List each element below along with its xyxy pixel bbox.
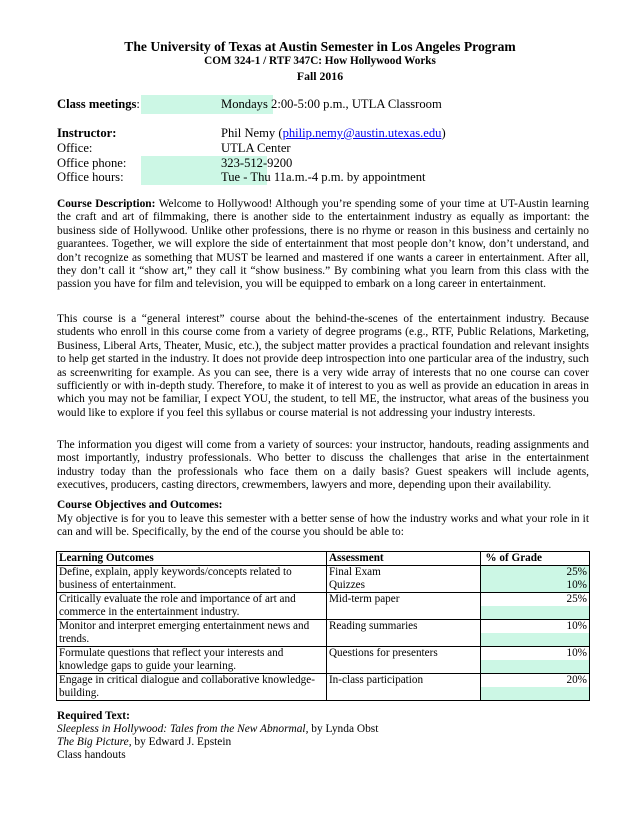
- table-row: [57, 620, 590, 647]
- program-title: The University of Texas at Austin Semester in Los Angeles Program: [124, 39, 516, 54]
- hours-value: Tue - Thu 11a.m.-4 p.m. by appointment: [221, 170, 426, 184]
- grade-cell: 10%: [481, 620, 590, 647]
- table-row: [57, 674, 590, 701]
- class-meetings-row: [57, 97, 577, 112]
- assessment-cell: In-class participation: [326, 674, 480, 701]
- description-label: Course Description:: [57, 198, 156, 210]
- general-interest-paragraph: This course is a “general interest” course about the behind-the-scenes of the entertainment industry. Because students who enroll in this course come from a variety of degree programs (e.g., RTF, Public Relations, Marketing, Business, Liberal Arts, Theater, Music, etc.), the subject matter provides a practical foundation and relevant insights to help get started in the industry. It does not provide deep introspection into one particular area of the industry, such as screenwriting for example. As you can see, there is a very wide array of interests that no one course can cover sufficiently or with in-depth study. Therefore, to make it of interest to you as well as provide an education in areas in which you may not be familiar, I expect YOU, the student, to tell ME, the instructor, what areas of the business you would like to explore if you feel this syllabus or course material is not addressing your industry interests.: [57, 313, 589, 419]
- instructor-row: [57, 126, 577, 141]
- outcome-cell: Define, explain, apply keywords/concepts related to business of entertainment.: [57, 566, 327, 593]
- book-author: by Edward J. Epstein: [131, 736, 232, 748]
- office-row: [57, 141, 577, 156]
- table-row: [57, 566, 590, 593]
- header-learning-outcomes: Learning Outcomes: [57, 552, 327, 566]
- table-row: [57, 647, 590, 674]
- hours-label: Office hours:: [57, 170, 124, 184]
- required-text-heading: Required Text:: [57, 710, 130, 722]
- grade-cell: 10%: [481, 647, 590, 674]
- table-header-row: [57, 552, 590, 566]
- phone-label: Office phone:: [57, 156, 127, 170]
- grade-cell: 25% 10%: [481, 566, 590, 593]
- course-title: COM 324-1 / RTF 347C: How Hollywood Works: [204, 55, 436, 67]
- outcome-cell: Formulate questions that reflect your interests and knowledge gaps to guide your learning.: [57, 647, 327, 674]
- book-author: by Lynda Obst: [308, 723, 379, 735]
- grade-cell: 20%: [481, 674, 590, 701]
- book-title: The Big Picture,: [57, 736, 132, 748]
- header-percent-grade: % of Grade: [481, 552, 590, 566]
- objectives-text: My objective is for you to leave this semester with a better sense of how the industry works and what your role in it can and will be. Specifically, by the end of the course you should be able to:: [57, 513, 589, 539]
- sources-paragraph: The information you digest will come from a variety of sources: your instructor, handouts, reading assignments and most importantly, industry professionals. Who better to discuss the challenges that arise in the entertainment industry today than the professionals who face them on a daily basis? Guest speakers will include agents, executives, producers, casting directors, crewmembers, lawyers and more, depending upon their availability.: [57, 439, 589, 492]
- required-book-1: [57, 723, 378, 736]
- assessment-cell: Final Exam Quizzes: [326, 566, 480, 593]
- table-row: [57, 593, 590, 620]
- class-handouts: Class handouts: [57, 749, 126, 761]
- assessment-cell: Questions for presenters: [326, 647, 480, 674]
- office-value: UTLA Center: [221, 141, 291, 155]
- grade-cell: 25%: [481, 593, 590, 620]
- book-title: Sleepless in Hollywood: Tales from the New Abnormal,: [57, 723, 309, 735]
- required-book-2: [57, 736, 231, 749]
- assessment-cell: Reading summaries: [326, 620, 480, 647]
- office-label: Office:: [57, 141, 93, 155]
- instructor-email-link[interactable]: philip.nemy@austin.utexas.edu: [282, 126, 442, 140]
- objectives-heading: Course Objectives and Outcomes:: [57, 499, 223, 511]
- instructor-value: Phil Nemy (philip.nemy@austin.utexas.edu): [221, 126, 446, 140]
- learning-outcomes-table: [56, 551, 590, 701]
- instructor-label: Instructor:: [57, 126, 117, 140]
- assessment-cell: Mid-term paper: [326, 593, 480, 620]
- phone-value: 323-512-9200: [221, 156, 293, 170]
- outcome-cell: Monitor and interpret emerging entertainment news and trends.: [57, 620, 327, 647]
- term: Fall 2016: [296, 69, 344, 83]
- course-description-paragraph: [57, 198, 589, 292]
- phone-row: [57, 156, 577, 171]
- outcome-cell: Critically evaluate the role and importance of art and commerce in the entertainment industry.: [57, 593, 327, 620]
- hours-row: [57, 170, 577, 185]
- outcome-cell: Engage in critical dialogue and collaborative knowledge-building.: [57, 674, 327, 701]
- header-assessment: Assessment: [326, 552, 480, 566]
- meetings-label: Class meetings:: [57, 97, 140, 111]
- description-text: Welcome to Hollywood! Although you’re spending some of your time at UT-Austin learning the craft and art of filmmaking, there is another side to the entertainment industry as equally as important: the business side of Hollywood. Unlike other professions, there is no rhyme or reason in this business and certainly no guarantees. Together, we will explore the side of entertainment that most people don’t know, don’t understand, and don’t recognize as something that MUST be learned and mastered if one wants a career in entertainment. After all, they don’t call it “show art,” they call it “show business.” By combining what you learn from this class with the passion you have for film and television, you will be equipped to embark on a long career in entertainment.: [57, 198, 589, 291]
- meetings-value: Mondays 2:00-5:00 p.m., UTLA Classroom: [221, 97, 442, 111]
